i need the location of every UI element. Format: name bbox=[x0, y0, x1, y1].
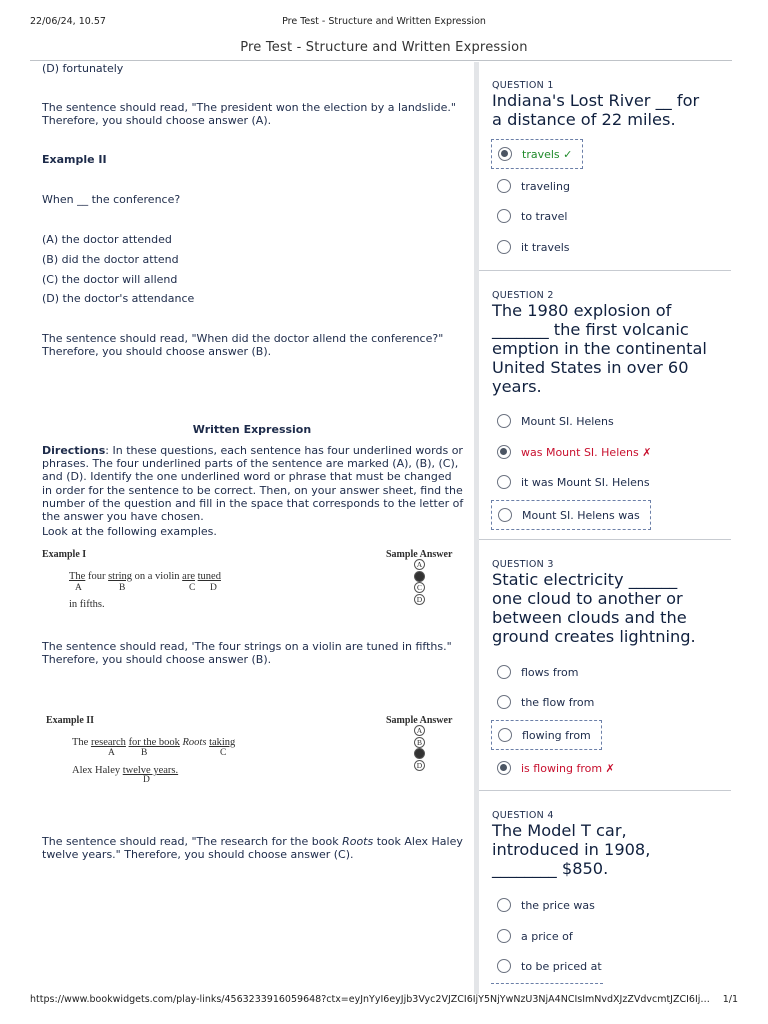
answer-option[interactable] bbox=[491, 232, 580, 262]
answer-option-label: flows from bbox=[521, 665, 579, 679]
example-2-explanation-line-1: The sentence should read, "When did the doctor allend the conference?" bbox=[42, 332, 444, 345]
answer-option[interactable] bbox=[491, 139, 583, 169]
answer-option-label: to travel bbox=[521, 209, 568, 223]
answer-bubble: A bbox=[414, 559, 425, 570]
radio-icon[interactable] bbox=[497, 179, 511, 193]
answer-option[interactable] bbox=[491, 687, 604, 717]
radio-icon[interactable] bbox=[497, 665, 511, 679]
answer-option-label: travels ✓ bbox=[522, 147, 573, 161]
questions-panel bbox=[479, 62, 731, 994]
radio-icon[interactable] bbox=[497, 414, 511, 428]
radio-icon[interactable] bbox=[497, 209, 511, 223]
answer-option-label: it was Mount SI. Helens bbox=[521, 475, 650, 489]
radio-icon[interactable] bbox=[497, 929, 511, 943]
example-sentence: The four string on a violin are tuned bbox=[69, 571, 221, 582]
underline-letter: A bbox=[75, 583, 82, 593]
written-example-2-explanation-line-1: The sentence should read, "The research for the book Roots took Alex Haley bbox=[42, 835, 463, 848]
answer-option-label: the price was bbox=[521, 898, 595, 912]
underline-letter: D bbox=[143, 775, 150, 785]
question-text: Static electricity ______ one cloud to another or between clouds and the ground creates lightning. bbox=[492, 570, 696, 646]
answer-bubble: A bbox=[414, 725, 425, 736]
example-1-explanation-line-2: Therefore, you should choose answer (A). bbox=[42, 114, 272, 127]
written-example-1-explanation-line-1: The sentence should read, 'The four strings on a violin are tuned in fifths." bbox=[42, 640, 452, 653]
written-example-1-explanation-line-2: Therefore, you should choose answer (B). bbox=[42, 653, 272, 666]
question-text: The 1980 explosion of _______ the first volcanic emption in the continental United States in over 60 years. bbox=[492, 301, 707, 396]
answer-option-label: to be priced at bbox=[521, 959, 602, 973]
answer-bubble: D bbox=[414, 760, 425, 771]
example-image-label: Example II bbox=[46, 715, 95, 726]
radio-icon[interactable] bbox=[498, 508, 512, 522]
instructions-panel bbox=[42, 62, 466, 992]
example-2-heading: Example II bbox=[42, 153, 107, 166]
answer-bubble-filled: C bbox=[414, 748, 425, 759]
directions-line: : In these questions, each sentence has four underlined words or bbox=[105, 444, 463, 457]
example-sentence-line-2: Alex Haley twelve years. bbox=[72, 765, 179, 776]
radio-icon[interactable] bbox=[497, 240, 511, 254]
answer-option[interactable] bbox=[491, 500, 651, 530]
answer-option[interactable] bbox=[491, 467, 660, 497]
answer-bubble-filled: B bbox=[414, 571, 425, 582]
question-number: QUESTION 2 bbox=[492, 290, 554, 301]
example-2-option: (C) the doctor will allend bbox=[42, 273, 178, 286]
answer-option-label: it travels bbox=[521, 240, 570, 254]
answer-option[interactable] bbox=[491, 921, 583, 951]
answer-option-label: Mount SI. Helens bbox=[521, 414, 614, 428]
underline-letter: D bbox=[210, 583, 217, 593]
radio-icon[interactable] bbox=[497, 898, 511, 912]
question-number: QUESTION 4 bbox=[492, 810, 554, 821]
answer-option-label: a price of bbox=[521, 929, 573, 943]
answer-bubbles bbox=[414, 559, 428, 605]
answer-bubbles bbox=[414, 725, 428, 771]
answer-option[interactable] bbox=[491, 171, 580, 201]
written-example-2-image bbox=[42, 714, 458, 785]
answer-option-label: flowing from bbox=[522, 728, 591, 742]
radio-icon[interactable] bbox=[497, 475, 511, 489]
answer-option[interactable] bbox=[491, 890, 605, 920]
radio-selected-icon[interactable] bbox=[497, 761, 511, 775]
page-count: 1/1 bbox=[722, 994, 738, 1005]
written-example-1-image bbox=[42, 548, 458, 610]
option-d-fortunately: (D) fortunately bbox=[42, 62, 124, 75]
question-2 bbox=[479, 271, 731, 539]
page-title: Pre Test - Structure and Written Expression bbox=[240, 40, 528, 55]
question-text: Indiana's Lost River __ for a distance of 22 miles. bbox=[492, 91, 700, 129]
answer-option[interactable] bbox=[491, 753, 625, 783]
example-image-label: Example I bbox=[42, 549, 87, 560]
directions-line: and (D). Identify the one underlined word or phrase that must be changed bbox=[42, 470, 452, 484]
print-doc-title: Pre Test - Structure and Written Expression bbox=[282, 16, 486, 27]
directions-line: the answer you have chosen. bbox=[42, 510, 204, 524]
question-number: QUESTION 1 bbox=[492, 80, 554, 91]
directions-line: in order for the sentence to be correct. Then, on your answer sheet, find the bbox=[42, 483, 463, 497]
answer-option[interactable] bbox=[491, 657, 588, 687]
answer-option[interactable] bbox=[491, 437, 661, 467]
directions-line: phrases. The four underlined parts of the sentence are marked (A), (B), (C), bbox=[42, 457, 459, 471]
question-text: The Model T car, introduced in 1908, ________ $850. bbox=[492, 821, 651, 878]
answer-option[interactable] bbox=[491, 951, 612, 981]
page-url: https://www.bookwidgets.com/play-links/4563233916059648?ctx=eyJnYyI6eyJjb3Vyc2VJZCI6IjY5NjYwNzU3NjA4NCIsImNvdXJzZVdvcmtJZCI6Ij… bbox=[30, 994, 710, 1005]
answer-option-label: traveling bbox=[521, 179, 570, 193]
print-header bbox=[30, 16, 738, 30]
answer-bubble: B bbox=[414, 737, 425, 748]
answer-option[interactable] bbox=[491, 201, 577, 231]
example-2-option: (D) the doctor's attendance bbox=[42, 292, 195, 305]
radio-icon[interactable] bbox=[498, 728, 512, 742]
answer-option[interactable] bbox=[491, 720, 602, 750]
underline-letter: B bbox=[119, 583, 126, 593]
answer-option-label: was Mount SI. Helens ✗ bbox=[521, 445, 652, 459]
question-number: QUESTION 3 bbox=[492, 559, 554, 570]
radio-icon[interactable] bbox=[497, 959, 511, 973]
example-2-option: (B) did the doctor attend bbox=[42, 253, 179, 266]
radio-selected-icon[interactable] bbox=[497, 445, 511, 459]
example-sentence-line-2: in fifths. bbox=[69, 599, 105, 610]
underline-letter: C bbox=[189, 583, 196, 593]
print-footer bbox=[30, 994, 738, 1008]
title-divider bbox=[30, 60, 732, 61]
sample-answer-label: Sample Answer bbox=[386, 715, 453, 726]
directions-label: Directions bbox=[42, 444, 106, 457]
example-2-question: When __ the conference? bbox=[42, 193, 181, 206]
underline-letter: B bbox=[141, 748, 148, 758]
question-4 bbox=[479, 791, 731, 994]
print-date: 22/06/24, 10.57 bbox=[30, 16, 106, 27]
answer-option-label: is flowing from ✗ bbox=[521, 761, 615, 775]
answer-option[interactable] bbox=[491, 406, 624, 436]
example-2-explanation-line-2: Therefore, you should choose answer (B). bbox=[42, 345, 272, 358]
example-sentence: The research for the book Roots taking bbox=[72, 737, 236, 748]
radio-selected-icon[interactable] bbox=[498, 147, 512, 161]
answer-option-label: the flow from bbox=[521, 695, 595, 709]
question-1 bbox=[479, 62, 731, 270]
underline-letter: A bbox=[108, 748, 115, 758]
answer-bubble: D bbox=[414, 594, 425, 605]
sample-answer-label: Sample Answer bbox=[386, 549, 453, 560]
directions-line: number of the question and fill in the space that corresponds to the letter of bbox=[42, 496, 464, 510]
answer-option-label: Mount SI. Helens was bbox=[522, 508, 640, 522]
example-1-explanation-line-1: The sentence should read, "The president won the election by a landslide." bbox=[42, 101, 456, 114]
example-2-option: (A) the doctor attended bbox=[42, 233, 172, 246]
look-at-examples-text: Look at the following examples. bbox=[42, 525, 217, 538]
next-option-box-edge bbox=[491, 983, 603, 984]
underline-letter: C bbox=[220, 748, 227, 758]
radio-icon[interactable] bbox=[497, 695, 511, 709]
question-3 bbox=[479, 540, 731, 790]
written-example-2-explanation-line-2: twelve years." Therefore, you should choose answer (C). bbox=[42, 848, 354, 861]
directions-paragraph bbox=[42, 444, 466, 523]
written-expression-heading: Written Expression bbox=[192, 423, 312, 436]
answer-bubble: C bbox=[414, 582, 425, 593]
